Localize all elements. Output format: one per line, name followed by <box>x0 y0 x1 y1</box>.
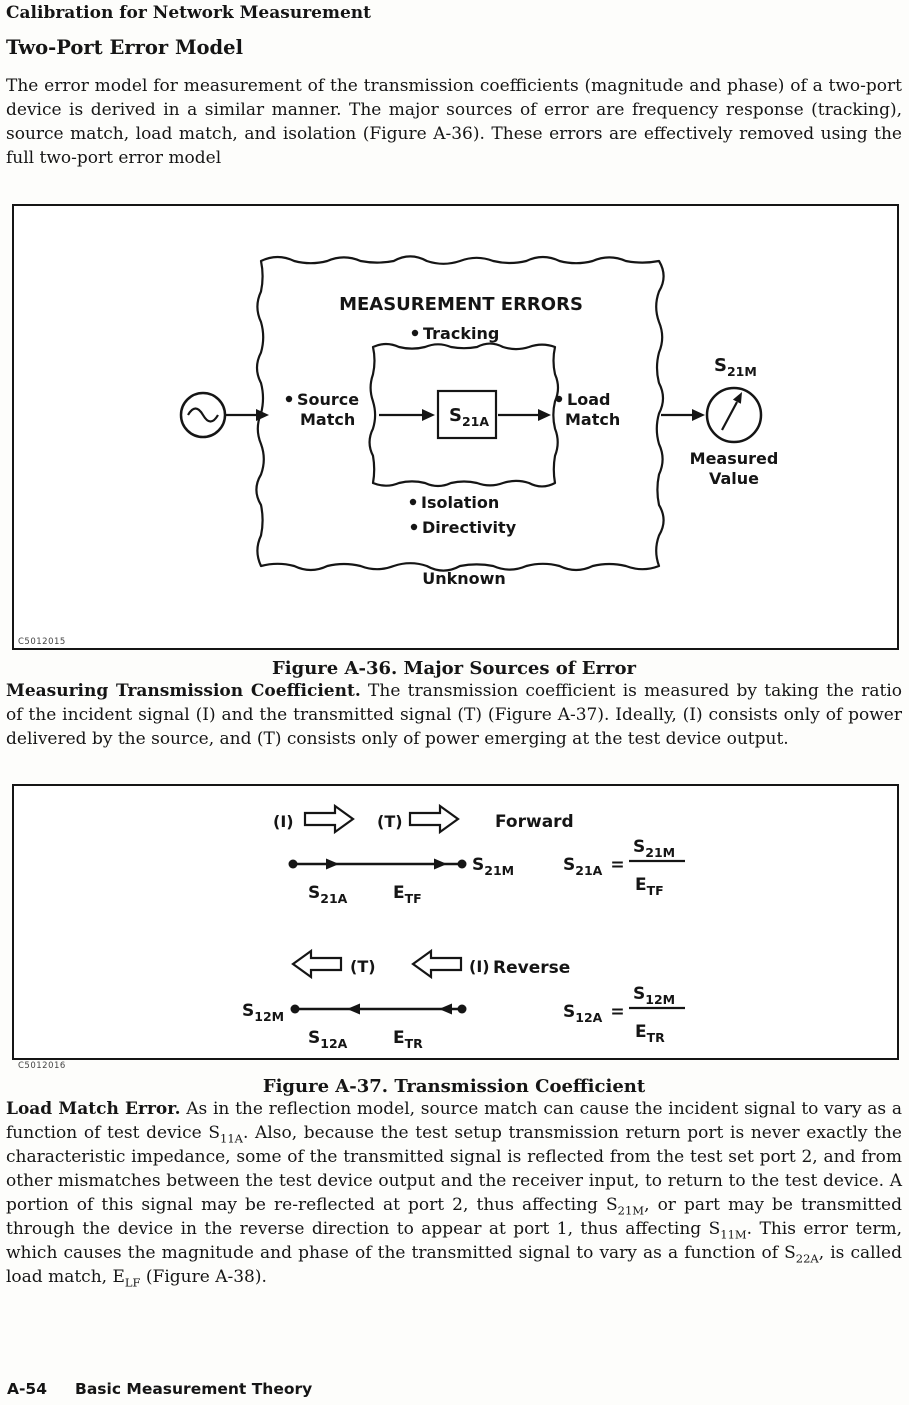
running-header: Calibration for Network Measurement <box>6 3 371 23</box>
measured-value-label-line2: Value <box>708 469 759 488</box>
arrowhead-icon <box>692 409 705 421</box>
measured-value-label-line1: Measured <box>689 449 778 468</box>
chapter-title: Basic Measurement Theory <box>75 1380 313 1398</box>
bullet-icon <box>411 330 417 336</box>
source-match-label-line2: Match <box>299 410 355 429</box>
reverse-equation-denominator: $E_{TR}$ <box>634 1022 665 1045</box>
figure-a36-diagram <box>17 206 895 648</box>
s21m-label: $S_{21M}$ <box>713 355 757 379</box>
s12a-label: $S_{12A}$ <box>307 1028 347 1051</box>
load-match-label-line2: Match <box>564 410 620 429</box>
figure-a37-caption: Figure A-37. Transmission Coefficient <box>262 1076 646 1097</box>
forward-transmitted-label: (T) <box>376 812 403 831</box>
reverse-direction-label: Reverse <box>492 958 570 978</box>
meter-symbol <box>707 388 761 442</box>
unknown-label: Unknown <box>421 569 506 588</box>
forward-equation-lhs: $S_{21A}$ = <box>562 855 625 878</box>
forward-incident-label: (I) <box>272 812 294 831</box>
node-dot <box>288 860 297 869</box>
forward-equation-numerator: $S_{21M}$ <box>632 837 675 860</box>
forward-direction-label: Forward <box>494 812 574 832</box>
node-dot <box>457 860 466 869</box>
meter-needle <box>722 402 737 430</box>
block-arrow-right-icon <box>410 806 458 832</box>
block-arrow-left-icon <box>293 951 341 977</box>
block-arrow-left-icon <box>413 951 461 977</box>
s21m-label: $S_{21M}$ <box>471 855 514 878</box>
node-dot <box>457 1005 466 1014</box>
block-arrow-right-icon <box>305 806 353 832</box>
sine-wave-icon <box>188 409 218 422</box>
section-title: Two-Port Error Model <box>6 36 243 59</box>
forward-equation-denominator: $E_{TF}$ <box>634 875 664 898</box>
load-match-label-line1: Load <box>566 390 610 409</box>
dut-label: $S_{21A}$ <box>448 405 489 429</box>
etf-label: $E_{TF}$ <box>392 883 422 906</box>
page-number: A-54 <box>7 1380 47 1398</box>
intro-paragraph: The error model for measurement of the transmission coefficients (magnitude and phase) of a two-port device is derived in a similar manner. The major sources of error are frequency response (tracking), source match, load match, and isolation (Figure A-36). These errors are effectively removed using the full two-port error model <box>6 76 902 168</box>
node-dot <box>290 1005 299 1014</box>
bullet-icon <box>555 396 561 402</box>
arrowhead-icon <box>326 859 339 870</box>
measurement-errors-title: MEASUREMENT ERRORS <box>338 294 583 315</box>
reverse-incident-label: (I) <box>468 957 490 976</box>
load-match-paragraph: Load Match Error. As in the reflection model, source match can cause the incident signal to vary as a function of test device $S_{11A}$. Also, because the test setup transmission return port is never exactly the characteristic impedance, some of the transmitted signal is reflected from the test set port 2, and from other mismatches between the test device output and the receiver input, to return to the test device. A portion of this signal may be re-reflected at port 2, thus affecting $S_{21M}$, or part may be transmitted through the device in the reverse direction to appear at port 1, thus affecting $S_{11M}$. This error term, which causes the magnitude and phase of the transmitted signal to vary as a function of $S_{22A}$, is called load match, $E_{LF}$ (Figure A-38). <box>6 1099 903 1290</box>
reverse-transmitted-label: (T) <box>349 957 376 976</box>
arrowhead-icon <box>422 409 435 421</box>
tracking-label: Tracking <box>422 324 499 343</box>
photo-code: C5012015 <box>18 637 66 647</box>
figure-a36-caption: Figure A-36. Major Sources of Error <box>272 658 636 679</box>
measuring-paragraph: Measuring Transmission Coefficient. The transmission coefficient is measured by taking the ratio of the incident signal (I) and the transmitted signal (T) (Figure A-37). Ideally, (I) consists only of power delivered by the source, and (T) consists only of power emerging at the test device output. <box>6 681 902 749</box>
arrowhead-icon <box>538 409 551 421</box>
s12m-label: $S_{12M}$ <box>241 1001 284 1024</box>
bullet-icon <box>410 524 416 530</box>
figure-a37 <box>12 784 899 1071</box>
meter-needle-arrowhead-icon <box>732 392 741 404</box>
arrowhead-icon <box>434 859 447 870</box>
isolation-label: Isolation <box>420 493 499 512</box>
bullet-icon <box>285 396 291 402</box>
source-match-label-line1: Source <box>296 390 359 409</box>
arrowhead-icon <box>347 1004 360 1015</box>
etr-label: $E_{TR}$ <box>392 1028 423 1051</box>
figure-a36 <box>12 204 899 650</box>
arrowhead-icon <box>439 1004 452 1015</box>
directivity-label: Directivity <box>421 518 516 537</box>
figure-a37-diagram <box>17 786 895 1058</box>
reverse-equation-lhs: $S_{12A}$ = <box>562 1002 625 1025</box>
reverse-equation-numerator: $S_{12M}$ <box>632 984 675 1007</box>
bullet-icon <box>409 499 415 505</box>
page-footer <box>7 1380 312 1398</box>
photo-code: C5012016 <box>18 1061 66 1071</box>
s21a-label: $S_{21A}$ <box>307 883 347 906</box>
